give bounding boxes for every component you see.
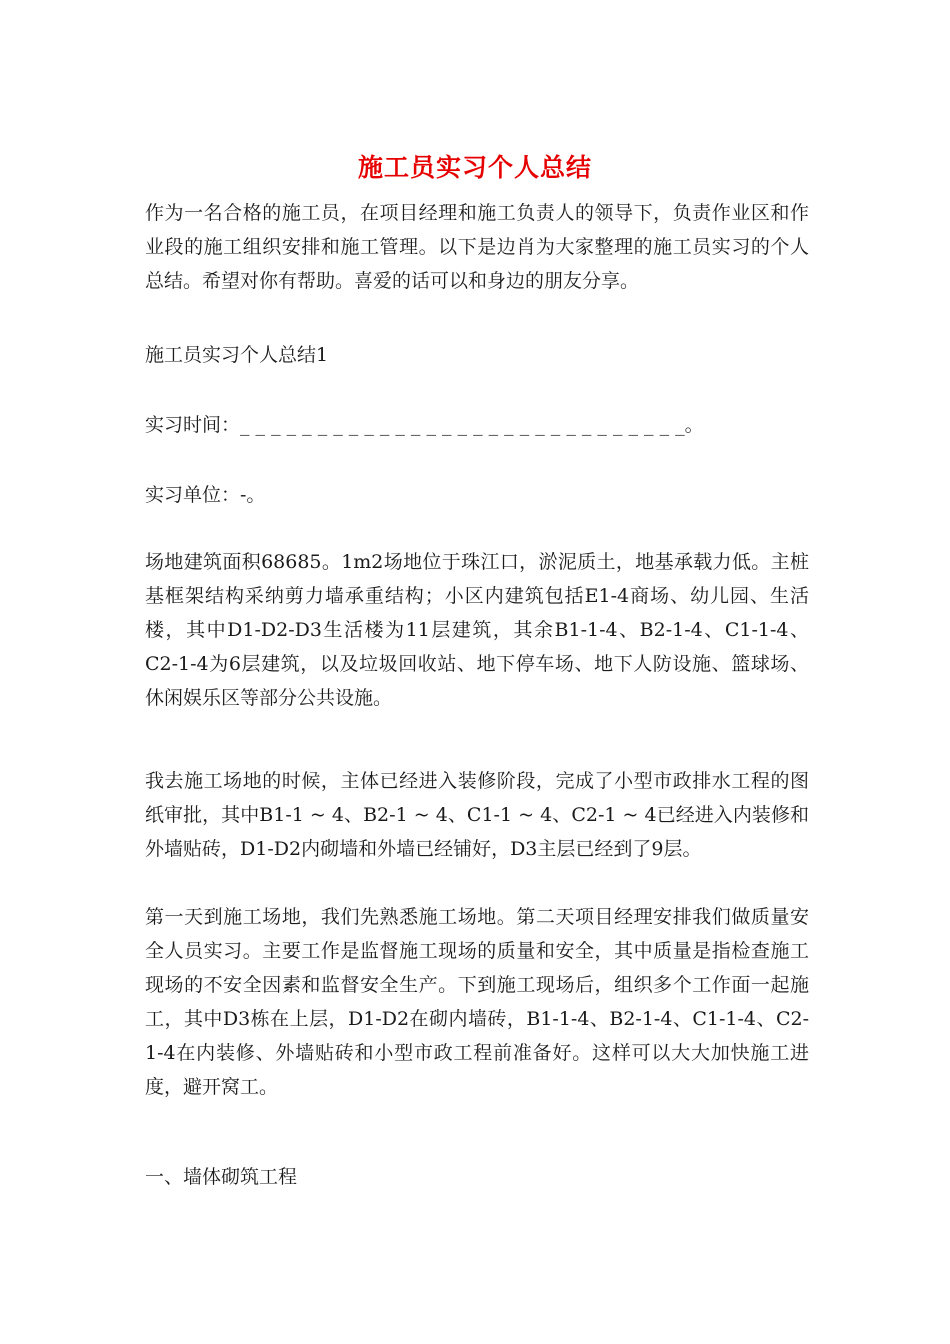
wall-masonry-heading: 一、墙体砌筑工程 — [145, 1166, 298, 1188]
section-heading-1: 施工员实习个人总结1 — [145, 344, 329, 366]
document-title: 施工员实习个人总结 — [357, 153, 592, 182]
site-description-paragraph: 场地建筑面积68685。1m2场地位于珠江口，淤泥质土，地基承载力低。主桩基框架结构采纳剪力墙承重结构；小区内建筑包括E1-4商场、幼儿园、生活楼，其中D1-D2-D3生活楼为11层建筑，其余B1-1-4、B2-1-4、C1-1-4、C2-1-4为6层建筑，以及垃圾回收站、地下停车场、地下人防设施、篮球场、休闲娱乐区等部分公共设施。 — [145, 551, 809, 709]
first-day-paragraph: 第一天到施工场地，我们先熟悉施工场地。第二天项目经理安排我们做质量安全人员实习。主要工作是监督施工现场的质量和安全，其中质量是指检查施工现场的不安全因素和监督安全生产。下到施工现场后，组织多个工作面一起施工，其中D3栋在上层，D1-D2在砌内墙砖，B1-1-4、B2-1-4、C1-1-4、C2-1-4在内装修、外墙贴砖和小型市政工程前准备好。这样可以大大加快施工进度，避开窝工。 — [145, 906, 809, 1098]
internship-unit-line: 实习单位：-。 — [145, 484, 266, 506]
internship-time-line: 实习时间：_ _ _ _ _ _ _ _ _ _ _ _ _ _ _ _ _ _ _ _ _ _ _ _ _ _ _ _ _。 — [145, 414, 704, 436]
arrival-paragraph: 我去施工场地的时候，主体已经进入装修阶段，完成了小型市政排水工程的图纸审批，其中B1-1 ~ 4、B2-1 ~ 4、C1-1 ~ 4、C2-1 ~ 4已经进入内装修和外墙贴砖，D1-D2内砌墙和外墙已经铺好，D3主层已经到了9层。 — [145, 770, 809, 860]
intro-paragraph: 作为一名合格的施工员，在项目经理和施工负责人的领导下，负责作业区和作业段的施工组织安排和施工管理。以下是边肖为大家整理的施工员实习的个人总结。希望对你有帮助。喜爱的话可以和身边的朋友分享。 — [145, 202, 809, 292]
